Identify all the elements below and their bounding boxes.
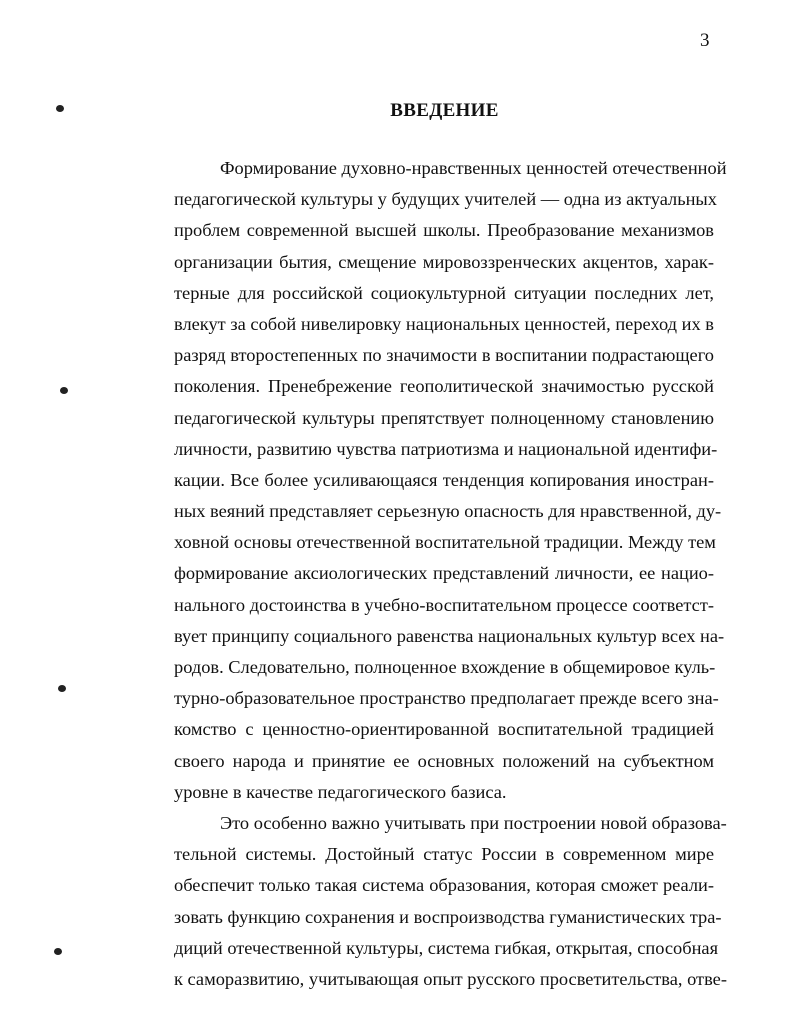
text-line: Формирование духовно-нравственных ценностей отечественной (220, 158, 727, 178)
text-line: организации бытия, смещение мировоззренческих акцентов, харак- (174, 251, 714, 272)
text-line: комство с ценностно-ориентированной воспитательной традицией (174, 719, 714, 740)
text-line: к саморазвитию, учитывающая опыт русского просветительства, отве- (174, 968, 727, 989)
text-line: тельной системы. Достойный статус России в современном мире (174, 844, 714, 865)
page-title: ВВЕДЕНИЕ (390, 100, 499, 121)
text-line: обеспечит только такая система образования, которая сможет реали- (174, 875, 714, 896)
text-line: разряд второстепенных по значимости в воспитании подрастающего (174, 345, 714, 366)
text-line: своего народа и принятие ее основных положений на субъектном (174, 750, 714, 771)
text-line: проблем современной высшей школы. Преобразование механизмов (174, 220, 714, 241)
text-line: родов. Следовательно, полноценное вхождение в общемировое куль- (174, 657, 716, 677)
text-line: кации. Все более усиливающаяся тенденция копирования иностран- (174, 469, 714, 490)
body-text (174, 153, 727, 995)
text-line: поколения. Пренебрежение геополитической значимостью русской (174, 376, 714, 397)
scan-mark (54, 948, 62, 955)
text-line: диций отечественной культуры, система гибкая, открытая, способная (174, 937, 719, 958)
paragraph (174, 153, 727, 808)
text-line: ховной основы отечественной воспитательной традиции. Между тем (174, 532, 716, 553)
text-line: уровне в качестве педагогического базиса. (174, 781, 507, 802)
scan-mark (58, 685, 66, 692)
text-line: вует принципу социального равенства национальных культур всех на- (174, 625, 725, 646)
text-line: педагогической культуры препятствует полноценному становлению (174, 407, 714, 428)
text-line: Это особенно важно учитывать при построении новой образова- (220, 812, 727, 833)
text-line: ных веяний представляет серьезную опасность для нравственной, ду- (174, 501, 722, 522)
text-line: педагогической культуры у будущих учителей — одна из актуальных (174, 189, 717, 210)
text-line: влекут за собой нивелировку национальных ценностей, переход их в (174, 313, 714, 334)
paragraph (174, 808, 727, 995)
page-number: 3 (700, 30, 710, 51)
scan-mark (60, 387, 68, 394)
text-line: турно-образовательное пространство предполагает прежде всего зна- (174, 688, 719, 709)
text-line: личности, развитию чувства патриотизма и национальной идентифи- (174, 438, 718, 459)
text-line: терные для российской социокультурной ситуации последних лет, (174, 282, 714, 303)
text-line: нального достоинства в учебно-воспитательном процессе соответст- (174, 594, 714, 615)
text-line: формирование аксиологических представлений личности, ее нацио- (174, 563, 714, 584)
text-line: зовать функцию сохранения и воспроизводства гуманистических тра- (174, 906, 722, 927)
